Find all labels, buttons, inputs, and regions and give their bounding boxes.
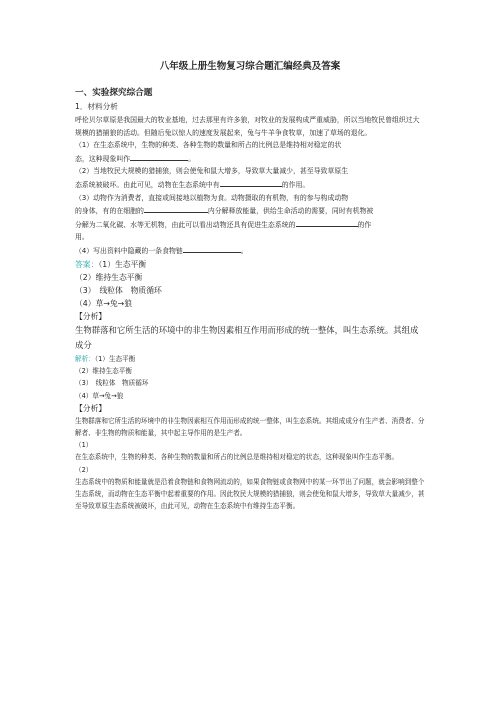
explanation-4: （4）草→兔→狼: [75, 391, 124, 400]
answer-blank: [183, 244, 241, 253]
question-2-end: 的作用。: [281, 180, 310, 189]
answer-3: （3） 线粒体 物质循环: [75, 285, 162, 295]
answer-blank: [130, 152, 188, 161]
question-3-line1: （3）动物作为消费者，直接或间接地以植物为食。动物摄取的有机物，有的参与构成动物: [75, 193, 349, 202]
analysis-text: 生物群落和它所生活的环境中的非生物因素相互作用而形成的统一整体，叫生态系统。其组成成分有生产者、消费者、分解者、非生物的物质和能量，其中起主导作用的是生产者。: [75, 416, 425, 437]
question-3-line3-end: 的作: [357, 220, 372, 229]
answer-blank: [220, 178, 282, 187]
question-1-line1: （1）在生态系统中，生物的种类、各种生物的数量和所占的比例总是维持相对稳定的状: [75, 141, 342, 150]
explanation-2: （2）维持生态平衡: [75, 367, 132, 376]
question-3-line4: 用。: [75, 233, 89, 242]
question-number: 1．材料分析: [75, 102, 118, 111]
analysis-big-text: 生物群落和它所生活的环境中的非生物因素相互作用而形成的统一整体，叫生态系统。其组成成分: [75, 325, 419, 351]
page-title: 八年级上册生物复习综合题汇编经典及答案: [159, 61, 341, 72]
answer-2: （2）维持生态平衡: [75, 272, 143, 282]
question-4-text: （4）写出资料中隐藏的一条食物链: [75, 246, 183, 255]
answer-4: （4）草→兔→狼: [75, 299, 133, 309]
question-2: [75, 165, 425, 191]
analysis-tag: 【分析】: [75, 312, 107, 322]
material-text: 呼伦贝尔草原是我国最大的牧业基地，过去那里有许多狼，对牧业的发展构成严重威胁，所以当地牧民曾组织过大规模的猎捕狼的活动。但随后兔以惊人的速度发展起来，兔与牛羊争食牧草，加速了草场的退化。: [75, 116, 420, 137]
answer-blank: [144, 204, 208, 213]
question-4-end: 。: [240, 246, 248, 255]
detail-2-text: 生态系统中的物质和能量就是沿着食物链和食物网流动的，如果食物链或食物网中的某一环节出了问题，就会影响到整个生态系统，而动物在生态平衡中起着重要的作用。因此牧民大规模的猎捕狼，则会使兔和鼠大增多，导致草大量减少，甚至导致草原生态系统被破坏，由此可见，动物在生态系统中有维持生态平衡。: [75, 477, 425, 511]
question-2-line2: 态系统被破坏。由此可见，动物在生态系统中有: [75, 180, 220, 189]
answer-blank: [296, 218, 358, 227]
explanation-3: （3） 线粒体 物质循环: [75, 379, 149, 388]
document-content: [75, 58, 425, 512]
question-1-line2: 态，这种现象叫作: [75, 154, 131, 163]
detail-2-number: （2）: [75, 465, 93, 474]
answer-block: [75, 258, 425, 311]
section-heading: 一、实验探究综合题: [75, 88, 153, 98]
question-3-line2: 的身体，有的在细胞的: [75, 207, 144, 216]
question-3-line2-end: 内分解释放能量，供给生命活动的需要，同时有机物被: [207, 207, 374, 216]
answer-label: 答案：: [75, 259, 99, 269]
analysis-tag-2: 【分析】: [75, 403, 107, 413]
question-3: [75, 192, 425, 244]
question-1: [75, 139, 425, 165]
question-4: [75, 244, 425, 258]
explanation-block: [75, 353, 425, 402]
question-1-end: 。: [188, 154, 196, 163]
answer-1: （1）生态平衡: [98, 259, 147, 269]
explanation-label: 解析：: [75, 354, 95, 363]
question-3-line3: 分解为二氧化碳、水等无机物，由此可以看出动物还具有促进生态系统的: [75, 220, 296, 229]
explanation-1: （1）生态平衡: [94, 354, 136, 363]
question-2-line1: （2）当地牧民大规模的猎捕狼，则会使兔和鼠大增多，导致草大量减少，甚至导致草原生: [75, 167, 349, 176]
detail-1-text: 在生态系统中，生物的种类、各种生物的数量和所占的比例总是维持相对稳定的状态，这种现象叫作生态平衡。: [75, 453, 399, 462]
detail-1-number: （1）: [75, 441, 93, 450]
